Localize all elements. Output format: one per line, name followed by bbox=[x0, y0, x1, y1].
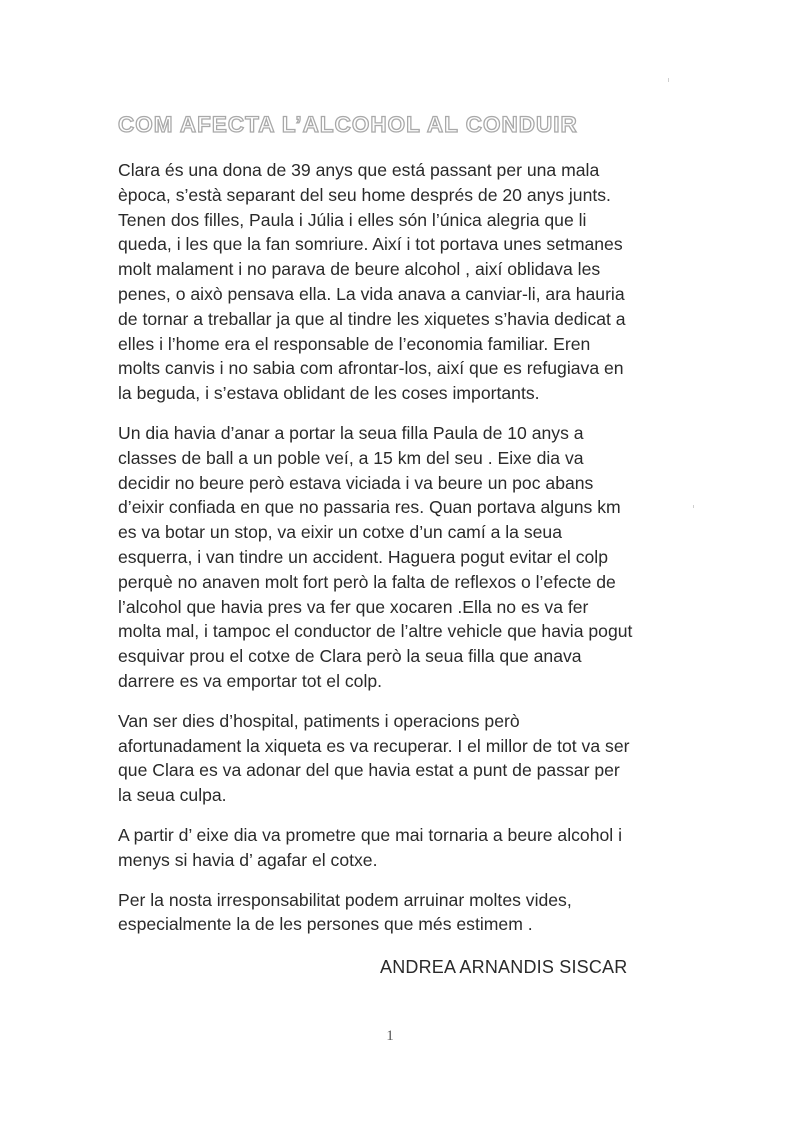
document-title: COM AFECTA L’ALCOHOL AL CONDUIR bbox=[118, 112, 578, 137]
scan-speck bbox=[693, 505, 694, 508]
paragraph-3: Van ser dies d’hospital, patiments i operacions però afortunadament la xiqueta es va recuperar. I el millor de tot va ser que Clara es va adonar del que havia estat a punt de passar per la seua culpa. bbox=[118, 710, 630, 806]
document-body bbox=[118, 158, 688, 952]
paragraph-2: Un dia havia d’anar a portar la seua filla Paula de 10 anys a classes de ball a un poble veí, a 15 km del seu . Eixe dia va decidir no beure però estava viciada i va beure un poc abans d’eixir confiada en que no passaria res. Quan portava alguns km es va botar un stop, va eixir un cotxe d’un camí a la seua esquerra, i van tindre un accident. Haguera pogut evitar el colp perquè no anaven molt fort però la falta de reflexos o l’efecte de l’alcohol que havia pres va fer que xocaren .Ella no es va fer molta mal, i tampoc el conductor de l’altre vehicle que havia pogut esquivar prou el cotxe de Clara però la seua filla que anava darrere es va emportar tot el colp. bbox=[118, 422, 633, 691]
author-signature: ANDREA ARNANDIS SISCAR bbox=[380, 957, 628, 977]
page-number: 1 bbox=[386, 1028, 394, 1044]
paragraph-4: A partir d’ eixe dia va prometre que mai tornaria a beure alcohol i menys si havia d’ agafar el cotxe. bbox=[118, 824, 622, 870]
paragraph-5: Per la nosta irresponsabilitat podem arruinar moltes vides, especialmente la de les persones que més estimem . bbox=[118, 889, 572, 935]
paragraph-1: Clara és una dona de 39 anys que está passant per una mala època, s’està separant del seu home després de 20 anys junts. Tenen dos filles, Paula i Júlia i elles són l’única alegria que li queda, i les que la fan somriure. Així i tot portava unes setmanes molt malament i no parava de beure alcohol , així oblidava les penes, o això pensava ella. La vida anava a canviar-li, ara hauria de tornar a treballar ja que al tindre les xiquetes s’havia dedicat a elles i l’home era el responsable de l’economia familiar. Eren molts canvis i no sabia com afrontar-los, així que es refugiava en la beguda, i s’estava oblidant de les coses importants. bbox=[118, 160, 626, 404]
scan-speck bbox=[668, 78, 669, 82]
